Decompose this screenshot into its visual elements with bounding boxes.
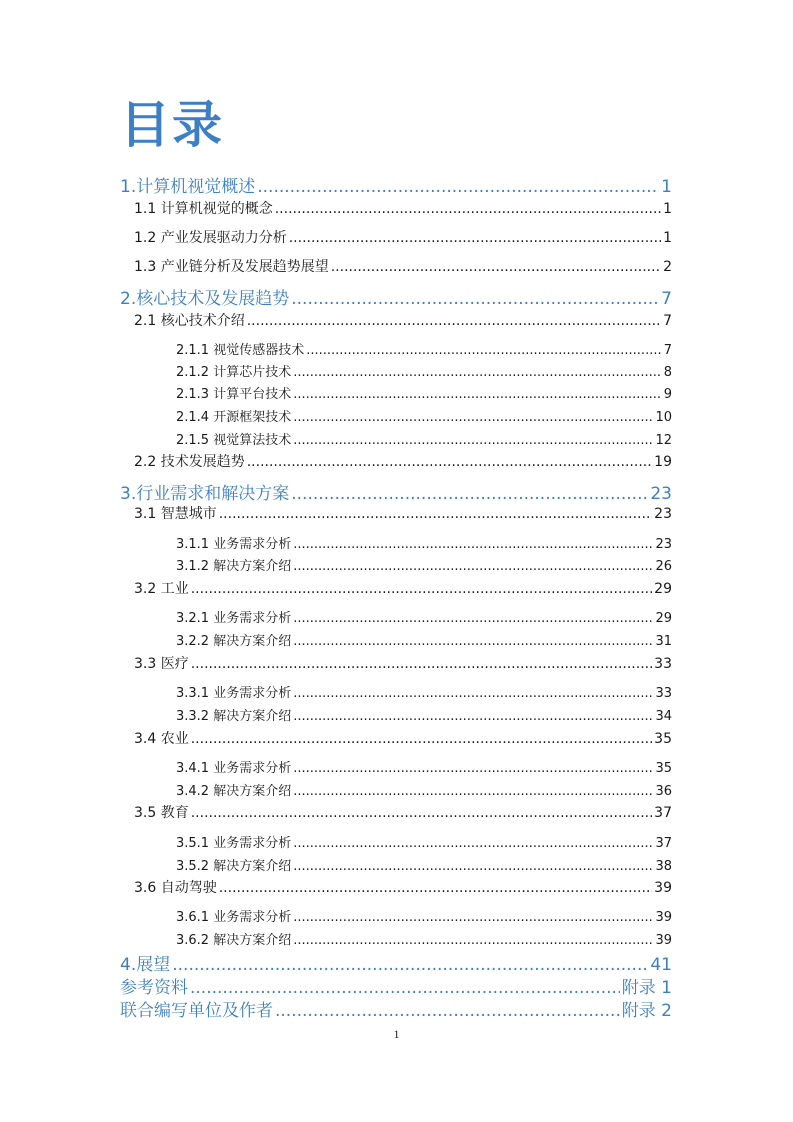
toc-leader-dots: [291, 484, 648, 504]
toc-entry-label: 2.核心技术及发展趋势: [120, 289, 290, 309]
toc-entry-page: 1: [663, 201, 672, 217]
toc-leader-dots: [306, 343, 662, 358]
toc-entry-page: 1: [663, 230, 672, 246]
toc-entry-label: 3.1.1 业务需求分析: [176, 537, 292, 552]
toc-leader-dots: [191, 656, 652, 672]
toc-leader-dots: [293, 410, 653, 425]
toc-entry-page: 7: [661, 289, 672, 309]
toc-entry[interactable]: [176, 630, 672, 649]
toc-entry-label: 3.2 工业: [134, 581, 189, 597]
toc-leader-dots: [257, 177, 659, 197]
toc-leader-dots: [293, 784, 653, 799]
toc-entry-label: 3.3 医疗: [134, 656, 189, 672]
toc-entry-label: 3.1 智慧城市: [134, 506, 217, 522]
toc-leader-dots: [191, 805, 652, 821]
toc-entry-page: 37: [654, 805, 672, 821]
toc-entry[interactable]: [120, 479, 672, 504]
toc-entry-page: 39: [655, 933, 672, 948]
page-number: 1: [393, 1027, 400, 1041]
toc-entry-page: 7: [663, 343, 672, 358]
toc-entry[interactable]: [176, 339, 672, 358]
toc-leader-dots: [293, 387, 662, 402]
toc-entry[interactable]: [176, 383, 672, 402]
toc-leader-dots: [293, 933, 653, 948]
toc-entry-label: 3.3.1 业务需求分析: [176, 686, 292, 701]
toc-entry-label: 3.4.2 解决方案介绍: [176, 784, 292, 799]
toc-entry-label: 联合编写单位及作者: [120, 1001, 273, 1021]
toc-leader-dots: [275, 201, 661, 217]
toc-entry-page: 29: [654, 581, 672, 597]
toc-entry[interactable]: [176, 832, 672, 851]
toc-entry[interactable]: [134, 227, 672, 247]
toc-entry-page: 38: [655, 859, 672, 874]
toc-entry-page: 7: [663, 313, 672, 329]
toc-entry[interactable]: [176, 705, 672, 724]
toc-entry[interactable]: [176, 780, 672, 799]
toc-entry[interactable]: [176, 929, 672, 948]
toc-entry-label: 3.5.2 解决方案介绍: [176, 859, 292, 874]
toc-entry-page: 26: [655, 559, 672, 574]
toc-leader-dots: [293, 686, 653, 701]
toc-entry-page: 2: [663, 259, 672, 275]
toc-entry-page: 39: [655, 910, 672, 925]
toc-entry[interactable]: [176, 429, 672, 448]
toc-entry-label: 3.2.1 业务需求分析: [176, 611, 292, 626]
toc-entry-page: 37: [655, 836, 672, 851]
toc-entry-label: 3.4 农业: [134, 731, 189, 747]
toc-entry[interactable]: [120, 996, 672, 1021]
toc-entry[interactable]: [134, 256, 672, 276]
toc-leader-dots: [191, 731, 652, 747]
toc-entry-page: 12: [655, 433, 672, 448]
toc-entry-page: 36: [655, 784, 672, 799]
toc-entry-label: 3.3.2 解决方案介绍: [176, 709, 292, 724]
toc-entry-page: 39: [654, 880, 672, 896]
toc-entry-label: 3.6.1 业务需求分析: [176, 910, 292, 925]
toc-entry-label: 3.1.2 解决方案介绍: [176, 559, 292, 574]
toc-entry-label: 4.展望: [120, 955, 171, 975]
toc-leader-dots: [293, 559, 653, 574]
toc-entry[interactable]: [176, 855, 672, 874]
toc-entry[interactable]: [134, 653, 672, 673]
toc-entry[interactable]: [134, 310, 672, 330]
toc-entry-page: 附录 1: [621, 978, 672, 998]
toc-entry[interactable]: [134, 503, 672, 523]
toc-entry-page: 23: [654, 506, 672, 522]
toc-entry-label: 3.5.1 业务需求分析: [176, 836, 292, 851]
page-title: 目录: [120, 96, 224, 154]
toc-entry-page: 35: [655, 761, 672, 776]
toc-entry-page: 1: [661, 177, 672, 197]
toc-leader-dots: [331, 259, 661, 275]
toc-leader-dots: [191, 581, 652, 597]
toc-entry-label: 2.1.4 开源框架技术: [176, 410, 292, 425]
toc-entry[interactable]: [120, 172, 672, 197]
toc-entry[interactable]: [134, 728, 672, 748]
toc-leader-dots: [291, 289, 659, 309]
toc-entry[interactable]: [176, 682, 672, 701]
toc-leader-dots: [293, 836, 653, 851]
toc-entry-page: 33: [654, 656, 672, 672]
toc-entry-page: 35: [654, 731, 672, 747]
toc-leader-dots: [293, 634, 653, 649]
toc-entry[interactable]: [176, 533, 672, 552]
toc-leader-dots: [172, 955, 648, 975]
toc-entry-page: 41: [650, 955, 672, 975]
toc-leader-dots: [190, 978, 620, 998]
toc-entry[interactable]: [134, 877, 672, 897]
toc-leader-dots: [293, 761, 653, 776]
toc-entry-label: 2.1 核心技术介绍: [134, 313, 245, 329]
toc-entry-page: 附录 2: [621, 1001, 672, 1021]
toc-entry-label: 1.3 产业链分析及发展趋势展望: [134, 259, 329, 275]
toc-leader-dots: [293, 537, 653, 552]
toc-entry[interactable]: [176, 757, 672, 776]
toc-leader-dots: [293, 365, 662, 380]
toc-leader-dots: [293, 859, 653, 874]
toc-entry-label: 3.4.1 业务需求分析: [176, 761, 292, 776]
toc-entry-label: 参考资料: [120, 978, 188, 998]
toc-entry-page: 31: [655, 634, 672, 649]
toc-entry-page: 29: [655, 611, 672, 626]
toc-entry-label: 3.5 教育: [134, 805, 189, 821]
toc-entry[interactable]: [176, 906, 672, 925]
toc-entry[interactable]: [176, 361, 672, 380]
toc-entry[interactable]: [120, 950, 672, 975]
toc-leader-dots: [219, 880, 652, 896]
toc-leader-dots: [289, 230, 661, 246]
toc-leader-dots: [293, 433, 653, 448]
toc-leader-dots: [293, 910, 653, 925]
toc-entry-label: 3.行业需求和解决方案: [120, 484, 290, 504]
toc-entry[interactable]: [120, 284, 672, 309]
toc-leader-dots: [219, 506, 652, 522]
toc-entry-label: 2.1.2 计算芯片技术: [176, 365, 292, 380]
toc-entry-label: 1.2 产业发展驱动力分析: [134, 230, 287, 246]
toc-leader-dots: [275, 1001, 620, 1021]
toc-entry[interactable]: [176, 555, 672, 574]
toc-entry-label: 1.计算机视觉概述: [120, 177, 256, 197]
toc-entry[interactable]: [176, 406, 672, 425]
toc-entry-label: 1.1 计算机视觉的概念: [134, 201, 273, 217]
toc-entry-label: 3.2.2 解决方案介绍: [176, 634, 292, 649]
toc-leader-dots: [247, 313, 661, 329]
toc-entry-page: 23: [650, 484, 672, 504]
toc-entry-label: 2.1.3 计算平台技术: [176, 387, 292, 402]
toc-entry-label: 3.6.2 解决方案介绍: [176, 933, 292, 948]
toc-entry-page: 8: [663, 365, 672, 380]
toc-entry-page: 34: [655, 709, 672, 724]
toc-entry-page: 10: [655, 410, 672, 425]
toc-entry-page: 9: [663, 387, 672, 402]
toc-entry-label: 2.1.1 视觉传感器技术: [176, 343, 305, 358]
toc-leader-dots: [293, 611, 653, 626]
toc-entry-label: 3.6 自动驾驶: [134, 880, 217, 896]
toc-entry[interactable]: [134, 578, 672, 598]
toc-entry-page: 33: [655, 686, 672, 701]
toc-entry-page: 23: [655, 537, 672, 552]
toc-entry-label: 2.1.5 视觉算法技术: [176, 433, 292, 448]
toc-entry-page: 19: [654, 454, 672, 470]
toc-entry-label: 2.2 技术发展趋势: [134, 454, 245, 470]
toc-entry[interactable]: [134, 802, 672, 822]
toc-entry[interactable]: [134, 198, 672, 218]
toc-entry[interactable]: [120, 973, 672, 998]
toc-leader-dots: [247, 454, 652, 470]
toc-leader-dots: [293, 709, 653, 724]
toc-entry[interactable]: [134, 451, 672, 471]
toc-entry[interactable]: [176, 607, 672, 626]
